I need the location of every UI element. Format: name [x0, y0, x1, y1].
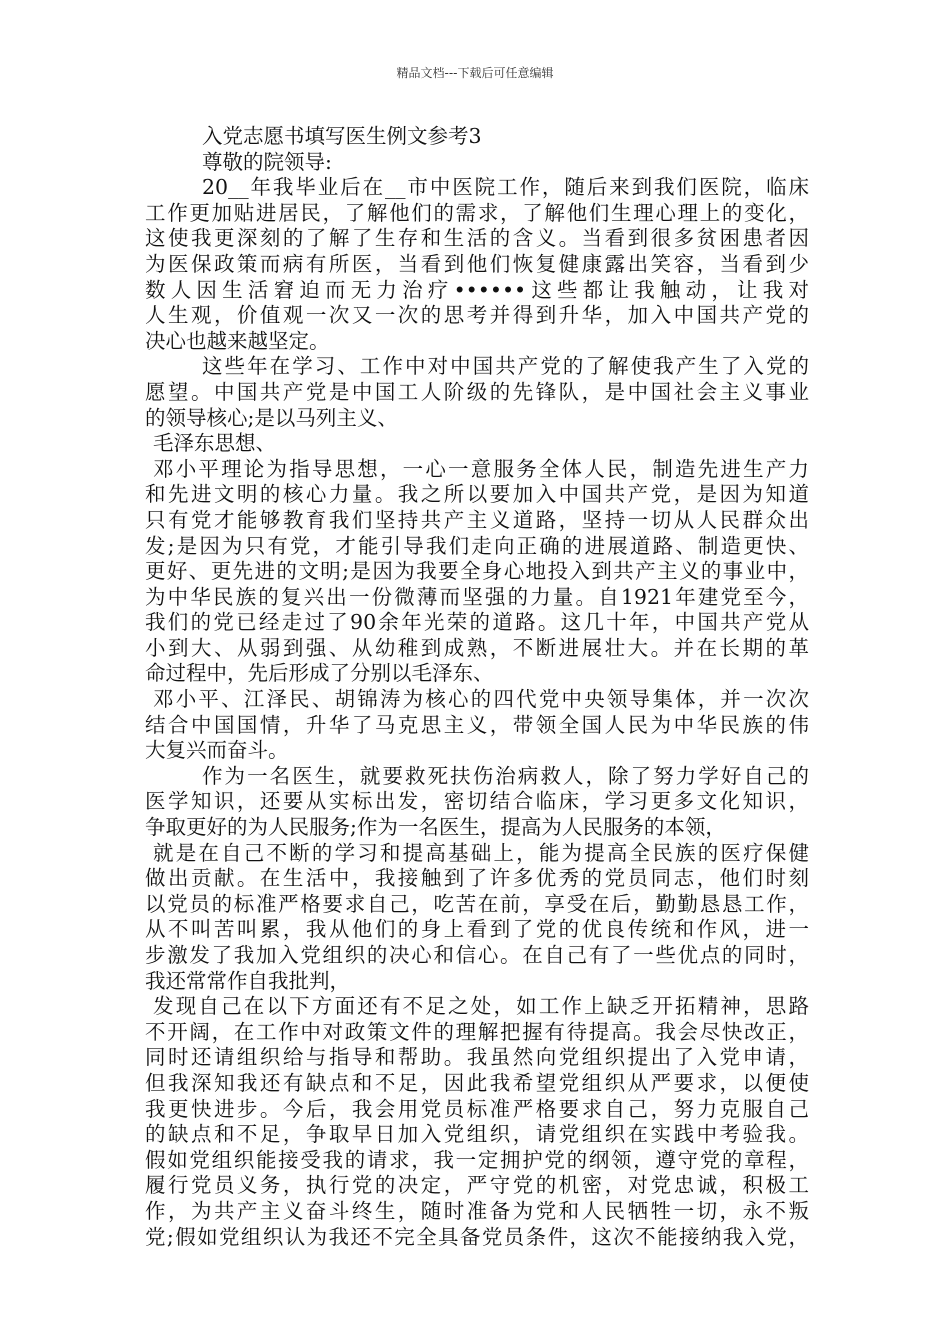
body-text — [145, 175, 809, 1250]
body-text-line: 争取更好的为人民服务;作为一名医生，提高为人民服务的本领， — [145, 815, 726, 840]
body-text-line: 人生观，价值观一次又一次的思考并得到升华，加入中国共产党的 — [145, 303, 809, 328]
body-text-line: 邓小平、江泽民、胡锦涛为核心的四代党中央领导集体，并一次次 — [153, 687, 809, 712]
body-text-line: 不开阔，在工作中对政策文件的理解把握有待提高。我会尽快改正， — [145, 1019, 809, 1044]
body-text-line: 小到大、从弱到强、从幼稚到成熟，不断进展壮大。并在长期的革 — [145, 635, 809, 660]
body-text-line: 履行党员义务，执行党的决定，严守党的机密，对党忠诚，积极工 — [145, 1173, 809, 1198]
body-text-line: 发;是因为只有党，才能引导我们走向正确的进展道路、制造更快、 — [145, 533, 809, 558]
body-text-line: 这使我更深刻的了解了生存和生活的含义。当看到很多贫困患者因 — [145, 226, 809, 251]
body-text-line: 以党员的标准严格要求自己，吃苦在前，享受在后，勤勤恳恳工作， — [145, 891, 809, 916]
body-text-line: 工作更加贴进居民，了解他们的需求，了解他们生理心理上的变化， — [145, 200, 809, 225]
body-text-line: 为中华民族的复兴出一份微薄而坚强的力量。自1921年建党至今， — [145, 584, 809, 609]
body-text-line: 的缺点和不足，争取早日加入党组织，请党组织在实践中考验我。 — [145, 1122, 809, 1147]
body-text-line: 为医保政策而病有所医，当看到他们恢复健康露出笑容，当看到少 — [145, 251, 809, 276]
body-text-line: 从不叫苦叫累，我从他们的身上看到了党的优良传统和作风，进一 — [145, 917, 809, 942]
body-text-line: 发现自己在以下方面还有不足之处，如工作上缺乏开拓精神，思路 — [153, 994, 809, 1019]
body-text-line: 和先进文明的核心力量。我之所以要加入中国共产党，是因为知道 — [145, 482, 809, 507]
body-text-line: 党;假如党组织认为我还不完全具备党员条件，这次不能接纳我入党， — [145, 1224, 809, 1249]
body-text-line: 结合中国国情，升华了马克思主义，带领全国人民为中华民族的伟 — [145, 712, 809, 737]
body-text-line: 只有党才能够教育我们坚持共产主义道路，坚持一切从人民群众出 — [145, 507, 809, 532]
body-text-line: 我还常常作自我批判， — [145, 968, 350, 993]
body-text-line: 大复兴而奋斗。 — [145, 738, 289, 763]
body-text-line: 就是在自己不断的学习和提高基础上，能为提高全民族的医疗保健 — [153, 840, 809, 865]
document-title: 入党志愿书填写医生例文参考3 — [202, 124, 482, 148]
page-header-note: 精品文档---下载后可任意编辑 — [396, 66, 554, 80]
body-text-line: 同时还请组织给与指导和帮助。我虽然向党组织提出了入党申请， — [145, 1045, 809, 1070]
body-text-line: 更好、更先进的文明;是因为我要全身心地投入到共产主义的事业中， — [145, 559, 809, 584]
body-text-line: 邓小平理论为指导思想，一心一意服务全体人民，制造先进生产力 — [153, 456, 809, 481]
salutation: 尊敬的院领导: — [202, 149, 332, 174]
body-text-line: 作，为共产主义奋斗终生，随时准备为党和人民牺牲一切，永不叛 — [145, 1198, 809, 1223]
body-text-line: 20__年我毕业后在__市中医院工作，随后来到我们医院，临床 — [202, 175, 809, 200]
body-text-line: 作为一名医生，就要救死扶伤治病救人，除了努力学好自己的 — [202, 763, 809, 788]
body-text-line: 假如党组织能接受我的请求，我一定拥护党的纲领，遵守党的章程， — [145, 1147, 809, 1172]
body-text-line: 医学知识，还要从实标出发，密切结合临床，学习更多文化知识， — [145, 789, 809, 814]
body-text-line: 我更快进步。今后，我会用党员标准严格要求自己，努力克服自己 — [145, 1096, 809, 1121]
body-text-line: 命过程中，先后形成了分别以毛泽东、 — [145, 661, 494, 686]
body-text-line: 做出贡献。在生活中，我接触到了许多优秀的党员同志，他们时刻 — [145, 866, 809, 891]
body-text-line: 我们的党已经走过了90余年光荣的道路。这几十年，中国共产党从 — [145, 610, 809, 635]
body-text-line: 的领导核心;是以马列主义、 — [145, 405, 398, 430]
body-text-line: 这些年在学习、工作中对中国共产党的了解使我产生了入党的 — [202, 354, 809, 379]
body-text-line: 但我深知我还有缺点和不足，因此我希望党组织从严要求，以便使 — [145, 1070, 809, 1095]
body-text-line: 数人因生活窘迫而无力治疗••••••这些都让我触动，让我对 — [145, 277, 809, 302]
document-body — [145, 124, 809, 1250]
body-text-line: 愿望。中国共产党是中国工人阶级的先锋队，是中国社会主义事业 — [145, 379, 809, 404]
body-text-line: 步激发了我加入党组织的决心和信心。在自己有了一些优点的同时， — [145, 943, 809, 967]
body-text-line: 决心也越来越坚定。 — [145, 328, 330, 353]
body-text-line: 毛泽东思想、 — [153, 431, 276, 456]
